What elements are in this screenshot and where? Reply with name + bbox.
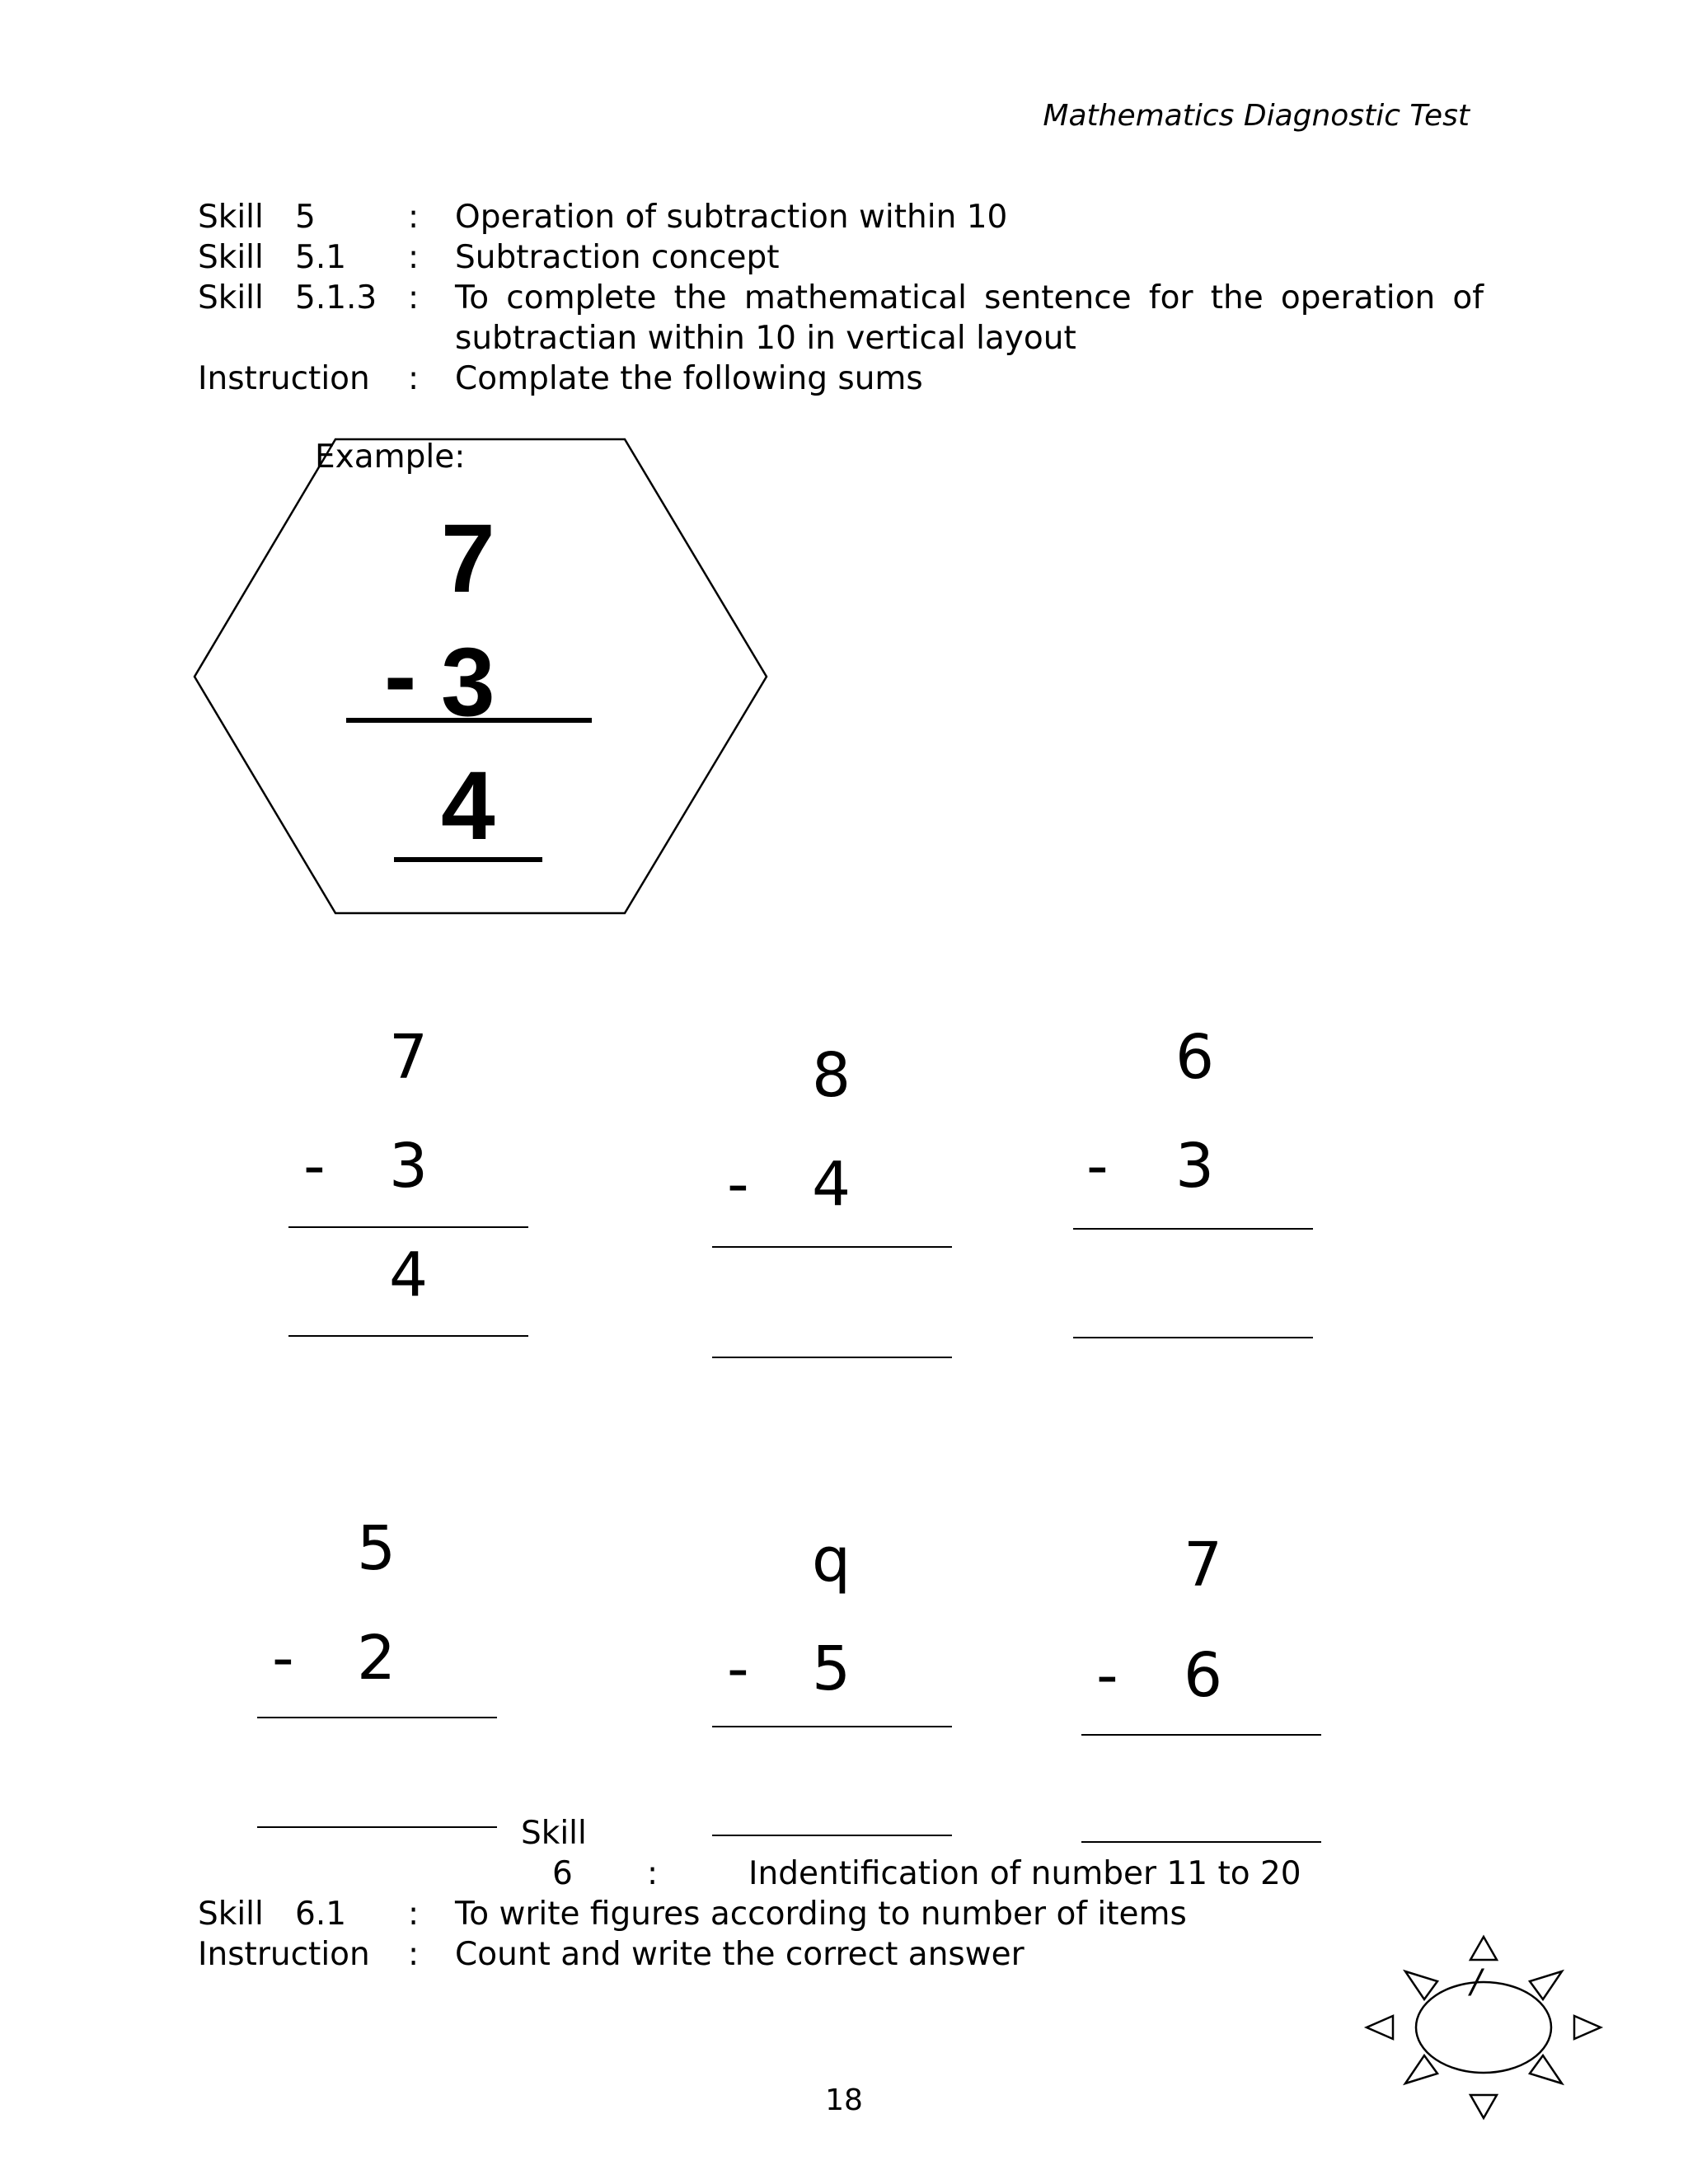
problem-minus-sign: - [727,1633,749,1704]
problem-answer-line[interactable] [712,1835,952,1836]
problem-answer-line[interactable] [712,1357,952,1358]
problem-sum-line [288,1226,528,1228]
skill-text: Subtraction concept [455,239,780,276]
problem-top-number: 5 [357,1513,396,1584]
sub-skill-text: To write figures according to number of items [455,1896,1187,1933]
sub-skill-label: Skill [198,1896,264,1933]
example-label: Example: [315,438,466,476]
problem-subtrahend: 6 [1184,1640,1223,1711]
instruction-separator: : [408,360,420,397]
skill-text-continuation: subtractian within 10 in vertical layout [455,320,1076,357]
next-skill-separator: : [647,1855,659,1892]
score-mark[interactable]: / [1470,1963,1482,2001]
instruction-label: Instruction [198,1936,370,1973]
problem-answer-line[interactable] [257,1826,497,1828]
instruction-separator: : [408,1936,420,1973]
skill-separator: : [408,199,420,236]
page-number: 18 [825,2083,863,2117]
skill-separator: : [408,279,420,316]
problem-subtrahend: 3 [1175,1131,1215,1202]
skill-label: Skill [198,199,264,236]
problem-top-number: 8 [812,1040,851,1111]
problem-answer-line[interactable] [1081,1841,1321,1843]
example-top-number: 7 [441,504,495,613]
instruction-text: Count and write the correct answer [455,1936,1025,1973]
skill-code: 5.1 [295,239,347,276]
problem-subtrahend: 3 [389,1131,429,1202]
example-answer: 4 [441,752,495,860]
example-answer-line [394,857,542,862]
skill-label: Skill [198,239,264,276]
skill-label: Skill [198,279,264,316]
problem-sum-line [1073,1228,1313,1230]
problem-answer-line[interactable] [1073,1337,1313,1338]
problem-top-number: q [812,1525,851,1596]
sub-skill-code: 6.1 [295,1896,347,1933]
next-skill-code: 6 [552,1855,573,1892]
header-title: Mathematics Diagnostic Test [1043,99,1470,133]
next-skill-label: Skill [521,1815,587,1852]
problem-sum-line [712,1246,952,1248]
problem-subtrahend: 5 [812,1633,851,1704]
problem-answer-line[interactable] [288,1335,528,1337]
sub-skill-separator: : [408,1896,420,1933]
skill-code: 5.1.3 [295,279,377,316]
problem-top-number: 6 [1175,1022,1215,1093]
example-minus-sign: - [384,621,417,730]
problem-top-number: 7 [389,1022,429,1093]
problem-subtrahend: 2 [357,1623,396,1694]
problem-minus-sign: - [303,1131,326,1202]
example-sum-line [346,718,592,723]
problem-subtrahend: 4 [812,1149,851,1220]
problem-minus-sign: - [727,1149,749,1220]
instruction-text: Complate the following sums [455,360,923,397]
problem-answer[interactable]: 4 [389,1240,429,1310]
problem-minus-sign: - [1086,1131,1109,1202]
next-skill-text: Indentification of number 11 to 20 [748,1855,1301,1892]
skill-code: 5 [295,199,316,236]
example-hexagon [0,0,1688,948]
problem-top-number: 7 [1184,1530,1223,1601]
problem-minus-sign: - [1096,1640,1118,1711]
problem-minus-sign: - [272,1623,294,1694]
instruction-label: Instruction [198,360,370,397]
example-subtrahend: 3 [441,628,495,737]
skill-separator: : [408,239,420,276]
problem-sum-line [712,1726,952,1727]
problem-sum-line [1081,1734,1321,1736]
skill-text: Operation of subtraction within 10 [455,199,1008,236]
skill-text: To complete the mathematical sentence for the operation of [455,279,1484,316]
problem-sum-line [257,1717,497,1718]
